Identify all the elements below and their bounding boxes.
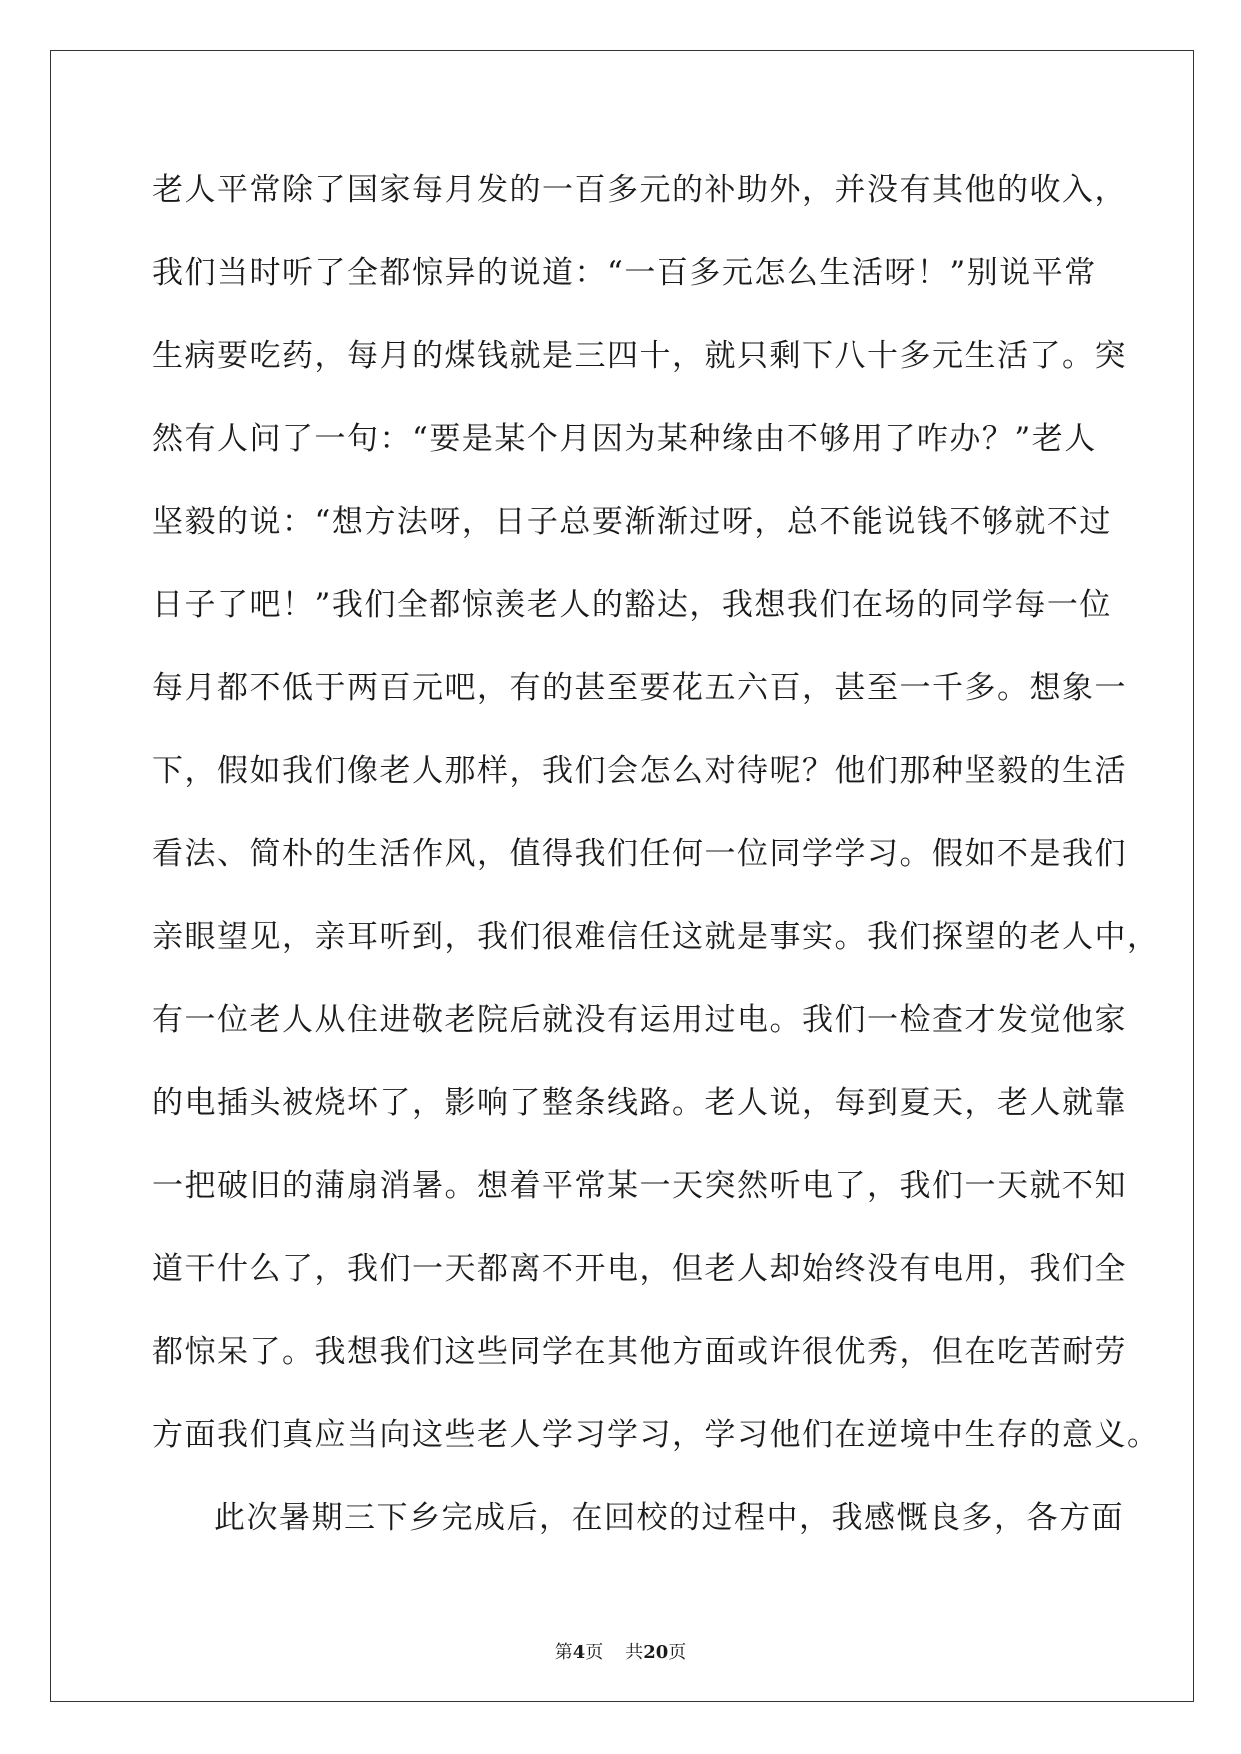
text-line-7: 每月都不低于两百元吧，有的甚至要花五六百，甚至一千多。想象一	[152, 670, 1127, 706]
body-text	[152, 160, 1160, 1571]
text-line-15: 都惊呆了。我想我们这些同学在其他方面或许很优秀，但在吃苦耐劳	[152, 1334, 1127, 1370]
text-line-10: 亲眼望见，亲耳听到，我们很难信任这就是事实。我们探望的老人中，	[152, 919, 1160, 955]
page-total-prefix: 共	[625, 1642, 644, 1663]
text-line-3: 生病要吃药，每月的煤钱就是三四十，就只剩下八十多元生活了。突	[152, 338, 1127, 374]
text-line-5: 坚毅的说：“想方法呀，日子总要渐渐过呀，总不能说钱不够就不过	[152, 504, 1112, 540]
page-total-count: 20	[643, 1642, 669, 1663]
page-number-prefix: 第	[554, 1642, 573, 1663]
text-line-11: 有一位老人从住进敬老院后就没有运用过电。我们一检查才发觉他家	[152, 1002, 1127, 1038]
page-total-suffix: 页	[668, 1642, 687, 1663]
page-footer	[0, 1638, 1241, 1664]
text-line-9: 看法、简朴的生活作风，值得我们任何一位同学学习。假如不是我们	[152, 836, 1127, 872]
paragraph-start-line: 此次暑期三下乡完成后，在回校的过程中，我感慨良多，各方面	[214, 1500, 1124, 1536]
text-line-4: 然有人问了一句：“要是某个月因为某种缘由不够用了咋办？”老人	[152, 421, 1097, 457]
text-line-2: 我们当时听了全都惊异的说道：“一百多元怎么生活呀！”别说平常	[152, 255, 1097, 291]
text-line-6: 日子了吧！”我们全都惊羡老人的豁达，我想我们在场的同学每一位	[152, 587, 1112, 623]
page-number-current: 4	[572, 1642, 586, 1663]
text-line-12: 的电插头被烧坏了，影响了整条线路。老人说，每到夏天，老人就靠	[152, 1085, 1127, 1121]
page-number-suffix: 页	[585, 1642, 604, 1663]
text-line-1: 老人平常除了国家每月发的一百多元的补助外，并没有其他的收入，	[152, 172, 1127, 208]
text-line-13: 一把破旧的蒲扇消暑。想着平常某一天突然听电了，我们一天就不知	[152, 1168, 1127, 1204]
text-line-8: 下，假如我们像老人那样，我们会怎么对待呢？他们那种坚毅的生活	[152, 753, 1127, 789]
text-line-16: 方面我们真应当向这些老人学习学习，学习他们在逆境中生存的意义。	[152, 1417, 1160, 1453]
text-line-14: 道干什么了，我们一天都离不开电，但老人却始终没有电用，我们全	[152, 1251, 1127, 1287]
